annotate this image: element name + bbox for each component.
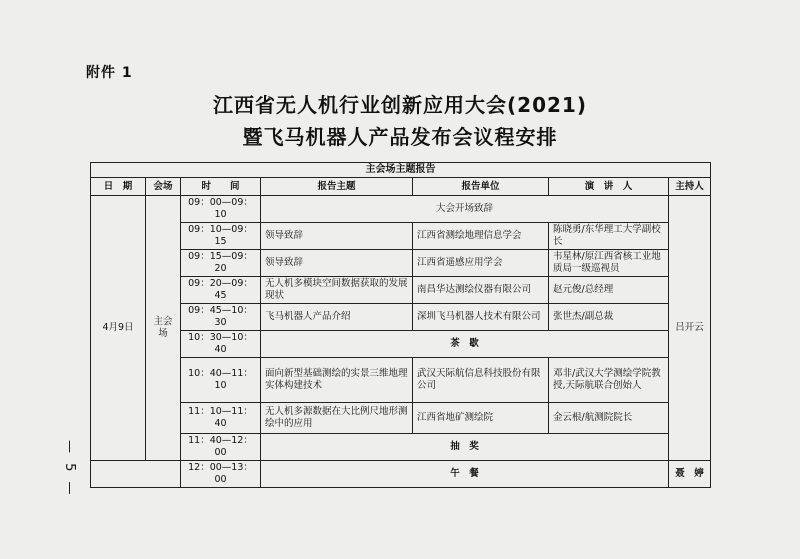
time-cell: 11：10—11：40 bbox=[181, 403, 261, 434]
speaker-cell: 赵元俊/总经理 bbox=[549, 277, 669, 304]
table-caption: 主会场主题报告 bbox=[91, 163, 711, 178]
session-cell: 午 餐 bbox=[261, 461, 669, 488]
venue-cell: 主会场 bbox=[146, 196, 181, 461]
topic-cell: 无人机多模块空间数据获取的发展现状 bbox=[261, 277, 413, 304]
speaker-cell: 邓非/武汉大学测绘学院教授,天际航联合创始人 bbox=[549, 358, 669, 403]
host-cell: 吕开云 bbox=[669, 196, 711, 461]
time-cell: 11：40—12：00 bbox=[181, 434, 261, 461]
header-topic: 报告主题 bbox=[261, 178, 413, 196]
unit-cell: 江西省遥感应用学会 bbox=[413, 250, 549, 277]
topic-cell: 无人机多源数据在大比例尺地形测绘中的应用 bbox=[261, 403, 413, 434]
time-cell: 09：15—09：20 bbox=[181, 250, 261, 277]
unit-cell: 江西省测绘地理信息学会 bbox=[413, 223, 549, 250]
table-row bbox=[91, 223, 711, 250]
page-number: — 5 — bbox=[62, 440, 77, 498]
unit-cell: 江西省地矿测绘院 bbox=[413, 403, 549, 434]
attachment-label: 附件 1 bbox=[86, 65, 133, 81]
table-header-row bbox=[91, 178, 711, 196]
host-cell: 聂 婷 bbox=[669, 461, 711, 488]
empty-cell bbox=[91, 461, 181, 488]
header-host: 主持人 bbox=[669, 178, 711, 196]
table-row bbox=[91, 304, 711, 331]
topic-cell: 飞马机器人产品介绍 bbox=[261, 304, 413, 331]
speaker-cell: 张世杰/副总裁 bbox=[549, 304, 669, 331]
topic-cell: 领导致辞 bbox=[261, 223, 413, 250]
page-title: 江西省无人机行业创新应用大会(2021) bbox=[213, 93, 587, 117]
table-row bbox=[91, 461, 711, 488]
table-row bbox=[91, 331, 711, 358]
topic-cell: 面向新型基础测绘的实景三维地理实体构建技术 bbox=[261, 358, 413, 403]
page-subtitle: 暨飞马机器人产品发布会议程安排 bbox=[242, 125, 558, 149]
speaker-cell: 韦星林/原江西省核工业地质局一级巡视员 bbox=[549, 250, 669, 277]
table-row bbox=[91, 358, 711, 403]
session-cell: 抽 奖 bbox=[261, 434, 669, 461]
time-cell: 09：45—10：30 bbox=[181, 304, 261, 331]
unit-cell: 深圳飞马机器人技术有限公司 bbox=[413, 304, 549, 331]
table-row bbox=[91, 403, 711, 434]
header-date: 日 期 bbox=[91, 178, 146, 196]
date-cell: 4月9日 bbox=[91, 196, 146, 461]
time-cell: 09：00—09：10 bbox=[181, 196, 261, 223]
time-cell: 09：20—09：45 bbox=[181, 277, 261, 304]
table-row bbox=[91, 250, 711, 277]
session-cell: 茶 歇 bbox=[261, 331, 669, 358]
unit-cell: 武汉天际航信息科技股份有限公司 bbox=[413, 358, 549, 403]
speaker-cell: 金云根/航测院院长 bbox=[549, 403, 669, 434]
header-speaker: 演 讲 人 bbox=[549, 178, 669, 196]
time-cell: 10：30—10：40 bbox=[181, 331, 261, 358]
time-cell: 09：10—09：15 bbox=[181, 223, 261, 250]
table-row bbox=[91, 434, 711, 461]
unit-cell: 南昌华达测绘仪器有限公司 bbox=[413, 277, 549, 304]
table-row bbox=[91, 277, 711, 304]
topic-cell: 领导致辞 bbox=[261, 250, 413, 277]
session-cell: 大会开场致辞 bbox=[261, 196, 669, 223]
time-cell: 10：40—11：10 bbox=[181, 358, 261, 403]
header-venue: 会场 bbox=[146, 178, 181, 196]
speaker-cell: 陈晓勇/东华理工大学副校长 bbox=[549, 223, 669, 250]
schedule-table bbox=[90, 162, 711, 488]
table-row bbox=[91, 196, 711, 223]
header-time: 时 间 bbox=[181, 178, 261, 196]
header-unit: 报告单位 bbox=[413, 178, 549, 196]
time-cell: 12：00—13：00 bbox=[181, 461, 261, 488]
